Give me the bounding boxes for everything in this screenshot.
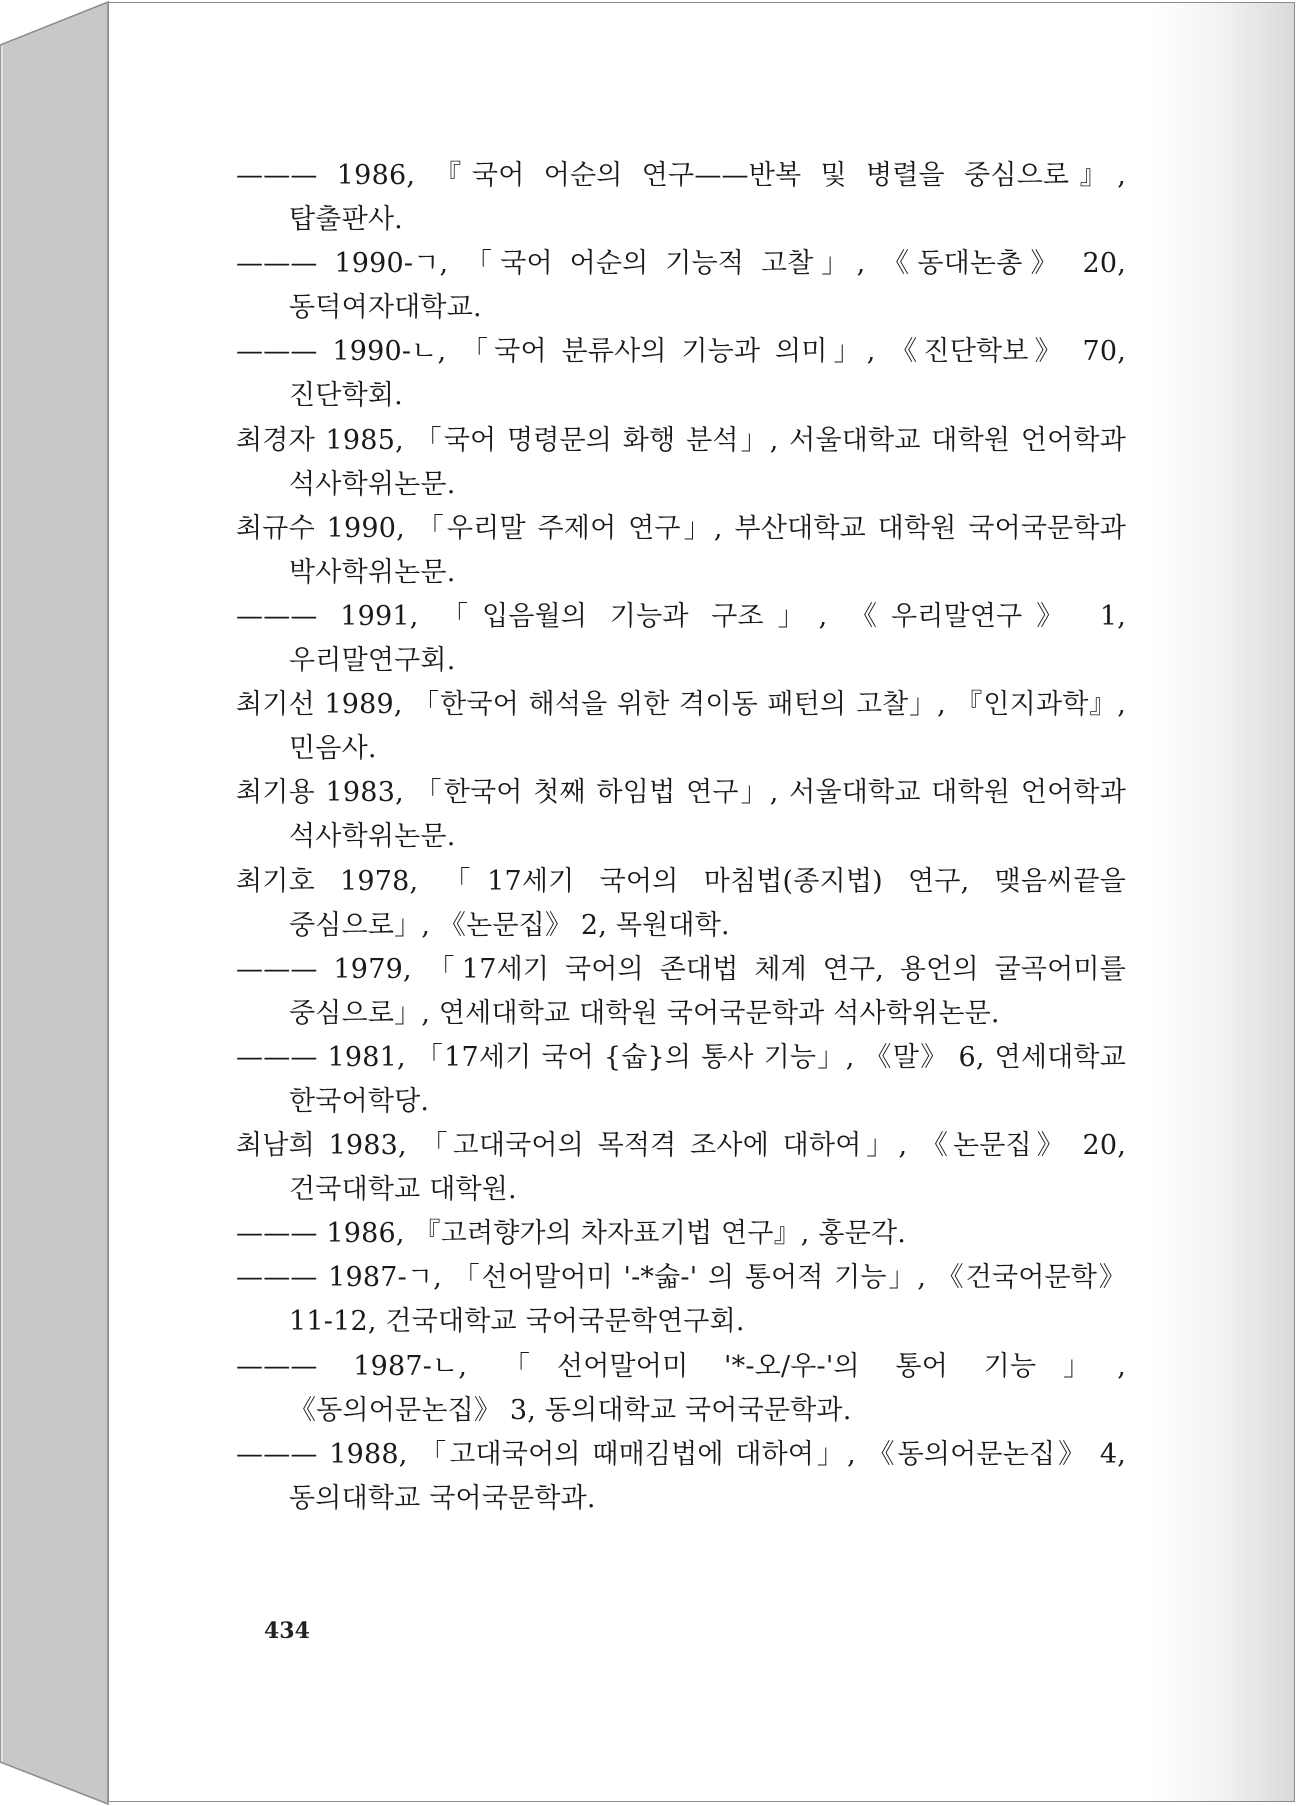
reference-entry: 최경자 1985, 「국어 명령문의 화행 분석」, 서울대학교 대학원 언어학과 석사학위논문. [236, 424, 1126, 500]
page-number: 434 [264, 1618, 310, 1644]
reference-entry: ——— 1988, 「고대국어의 때매김법에 대하여」, 《동의어문논집》 4, 동의대학교 국어국문학과. [236, 1438, 1126, 1514]
book-spine [0, 0, 110, 1806]
reference-entry: ——— 1979, 「17세기 국어의 존대법 체계 연구, 용언의 굴곡어미를 중심으로」, 연세대학교 대학원 국어국문학과 석사학위논문. [236, 953, 1126, 1029]
reference-entry: ——— 1990-ㄱ, 「국어 어순의 기능적 고찰」, 《동대논총》 20, 동덕여자대학교. [236, 248, 1126, 324]
reference-entry: ——— 1986, 『국어 어순의 연구——반복 및 병렬을 중심으로』, 탑출판사. [236, 160, 1126, 236]
reference-entry: 최기호 1978, 「17세기 국어의 마침법(종지법) 연구, 맺음씨끝을 중심으로」, 《논문집》 2, 목원대학. [236, 865, 1126, 941]
reference-entry: 최기용 1983, 「한국어 첫째 하임법 연구」, 서울대학교 대학원 언어학과 석사학위논문. [236, 777, 1126, 853]
reference-entry: ——— 1986, 『고려향가의 차자표기법 연구』, 홍문각. [236, 1218, 907, 1250]
reference-entry: ——— 1987-ㄱ, 「선어말어미 '-*숣-' 의 통어적 기능」, 《건국어문학》 11-12, 건국대학교 국어국문학연구회. [236, 1262, 1126, 1338]
reference-entry: 최기선 1989, 「한국어 해석을 위한 격이동 패턴의 고찰」, 『인지과학』, 민음사. [236, 689, 1126, 765]
reference-entry: ——— 1987-ㄴ, 「선어말어미 '*-오/우-'의 통어 기능」, 《동의어문논집》 3, 동의대학교 국어국문학과. [236, 1350, 1126, 1426]
reference-list [236, 154, 1126, 1521]
reference-entry: 최남희 1983, 「고대국어의 목적격 조사에 대하여」, 《논문집》 20, 건국대학교 대학원. [236, 1130, 1126, 1206]
reference-entry: ——— 1981, 「17세기 국어 {숩}의 통사 기능」, 《말》 6, 연세대학교 한국어학당. [236, 1041, 1126, 1117]
reference-entry: ——— 1991, 「입음월의 기능과 구조」, 《우리말연구》 1, 우리말연구회. [236, 600, 1126, 677]
reference-entry: ——— 1990-ㄴ, 「국어 분류사의 기능과 의미」, 《진단학보》 70, 진단학회. [236, 336, 1126, 412]
reference-entry: 최규수 1990, 「우리말 주제어 연구」, 부산대학교 대학원 국어국문학과 박사학위논문. [236, 512, 1126, 588]
